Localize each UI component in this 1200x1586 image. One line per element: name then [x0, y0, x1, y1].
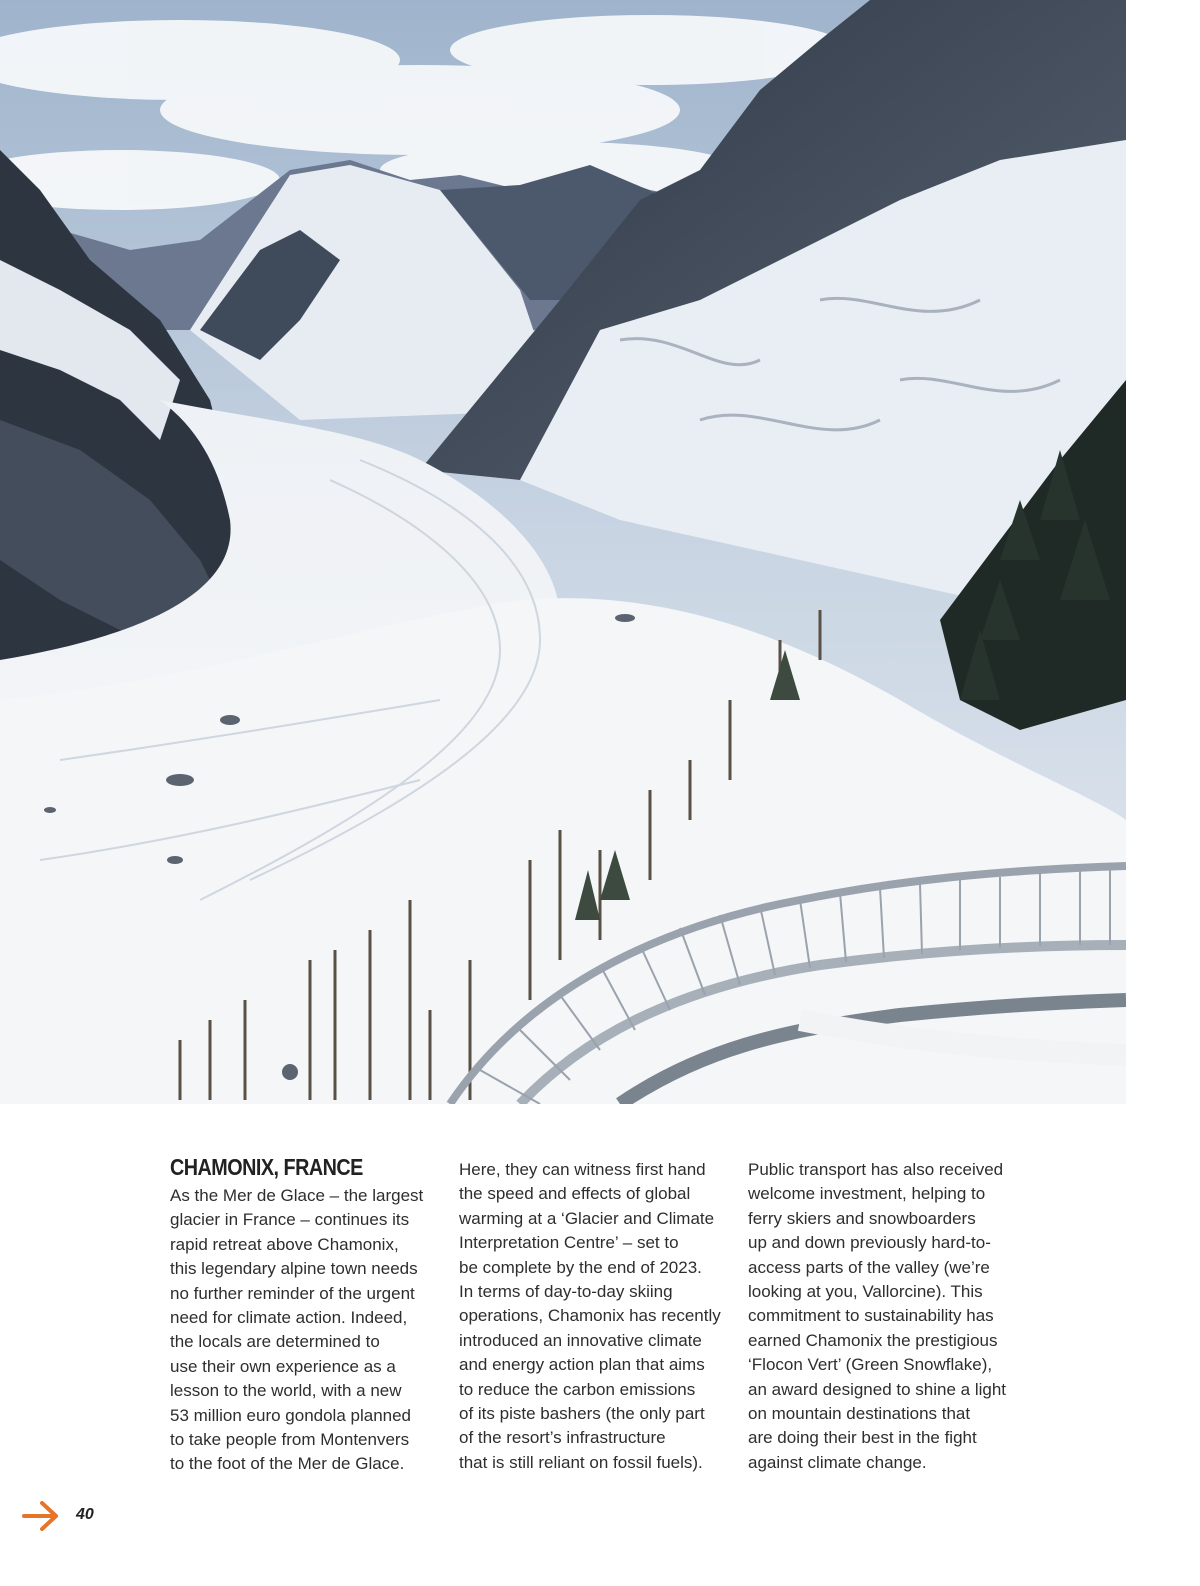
- article-column-2: [459, 1158, 727, 1475]
- page-footer: [22, 1498, 142, 1534]
- article-column-3: [748, 1158, 1016, 1475]
- arrow-right-icon[interactable]: [22, 1500, 60, 1532]
- article-paragraph-1: As the Mer de Glace – the largest glacier in France – continues its rapid retreat above Chamonix, this legendary alpine town needs no further reminder of the urgent need for climate action. Indeed, the locals are determined to use their own experience as a lesson to the world, with a new 53 million euro gondola planned to take people from Montenvers to the foot of the Mer de Glace.: [170, 1186, 424, 1474]
- article-paragraph-3: Public transport has also received welcome investment, helping to ferry skiers and snowboarders up and down previously hard-to- access parts of the valley (we’re looking at you, Vallorcine). This commitment to sustainability has earned Chamonix the prestigious ‘Flocon Vert’ (Green Snowflake), an award designed to shine a light on mountain destinations that are doing their best in the fight against climate change.: [748, 1160, 1007, 1472]
- article: [170, 1152, 1020, 1482]
- article-headline: CHAMONIX, FRANCE: [170, 1154, 363, 1180]
- page-number: 40: [76, 1506, 94, 1523]
- article-paragraph-2: Here, they can witness first hand the speed and effects of global warming at a ‘Glacier and Climate Interpretation Centre’ – set to be complete by the end of 2023. In terms of day-to-day skiing operations, Chamonix has recently introduced an innovative climate and energy action plan that aims to reduce the carbon emissions of its piste bashers (the only part of the resort’s infrastructure that is still reliant on fossil fuels).: [459, 1160, 721, 1472]
- article-column-1: [170, 1152, 438, 1477]
